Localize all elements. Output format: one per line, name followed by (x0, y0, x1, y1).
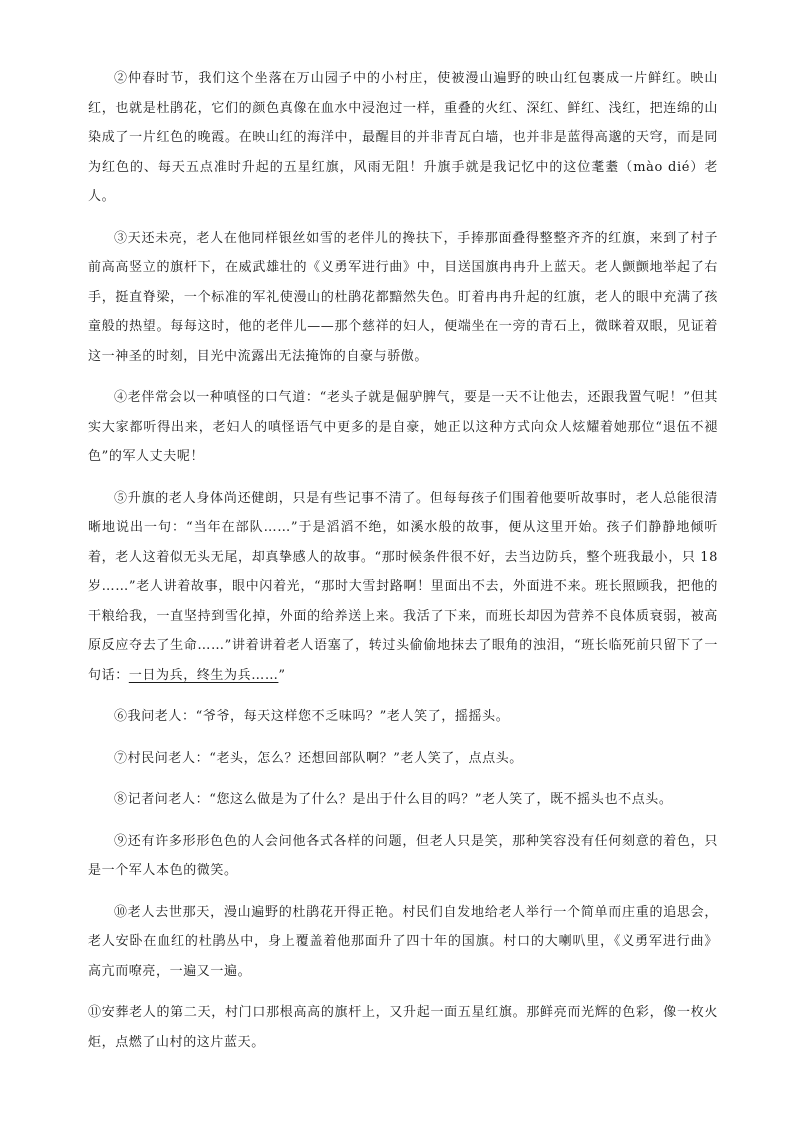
paragraph-5 (88, 484, 718, 691)
paragraph-2: ②仲春时节，我们这个坐落在万山园子中的小村庄，使被漫山遍野的映山红包裹成一片鲜红。映山红，也就是杜鹃花，它们的颜色真像在血水中浸泡过一样，重叠的火红、深红、鲜红、浅红，把连绵的山染成了一片红色的晚霞。在映山红的海洋中，最醒目的并非青瓦白墙，也并非是蓝得高邈的天穹，而是同为红色的、每天五点准时升起的五星红旗，风雨无阻！升旗手就是我记忆中的这位耄耋（mào dié）老人。 (88, 71, 718, 204)
paragraph-5-tail: ” (278, 667, 286, 683)
paragraph-5-text: ⑤升旗的老人身体尚还健朗，只是有些记事不清了。但每每孩子们围着他要听故事时，老人总能很清晰地说出一句：“当年在部队……”于是滔滔不绝，如溪水般的故事，便从这里开始。孩子们静静地倾听着，老人这着似无头无尾，却真挚感人的故事。“那时候条件很不好，去当边防兵，整个班我最小，只 18 岁……”老人讲着故事，眼中闪着光，“那时大雪封路啊！里面出不去，外面进不来。班长照顾我，把他的干粮给我，一直坚持到雪化掉，外面的给养送上来。我活了下来，而班长却因为营养不良体质衰弱，被高原反应夺去了生命……”讲着讲着老人语塞了，转过头偷偷地抹去了眼角的浊泪，“班长临死前只留下了一句话： (88, 490, 718, 683)
paragraph-8: ⑧记者问老人：“您这么做是为了什么？是出于什么目的吗？”老人笑了，既不摇头也不点头。 (114, 792, 673, 807)
paragraph-4: ④老伴常会以一种嗔怪的口气道：“老头子就是倔驴脾气，要是一天不让他去，还跟我置气呢！”但其实大家都听得出来，老妇人的嗔怪语气中更多的是自豪，她正以这种方式向众人炫耀着她那位“退伍不褪色”的军人丈夫呢！ (88, 390, 718, 464)
paragraph-6: ⑥我问老人：“爷爷，每天这样您不乏味吗？”老人笑了，摇摇头。 (114, 709, 510, 724)
article-body (88, 64, 718, 1069)
paragraph-9: ⑨还有许多形形色色的人会问他各式各样的问题，但老人只是笑，那种笑容没有任何刻意的着色，只是一个军人本色的微笑。 (88, 833, 718, 878)
paragraph-11: ⑪安葬老人的第二天，村门口那根高高的旗杆上，又升起一面五星红旗。那鲜亮而光辉的色彩，像一枚火炬，点燃了山村的这片蓝天。 (88, 1005, 718, 1050)
paragraph-10: ⑩老人去世那天，漫山遍野的杜鹃花开得正艳。村民们自发地给老人举行一个简单而庄重的追思会，老人安卧在血红的杜鹃丛中，身上覆盖着他那面升了四十年的国旗。村口的大喇叭里，《义勇军进行曲》高亢而嘹亮，一遍又一遍。 (88, 904, 718, 979)
paragraph-3: ③天还未亮，老人在他同样银丝如雪的老伴儿的搀扶下，手捧那面叠得整整齐齐的红旗，来到了村子前高高竖立的旗杆下，在威武雄壮的《义勇军进行曲》中，目送国旗冉冉升上蓝天。老人颤颤地举起了右手，挺直脊梁，一个标准的军礼使漫山的杜鹃花都黯然失色。盯着冉冉升起的红旗，老人的眼中充满了孩童般的热望。每每这时，他的老伴儿——那个慈祥的妇人，便端坐在一旁的青石上，微眯着双眼，见证着这一神圣的时刻，目光中流露出无法掩饰的自豪与骄傲。 (88, 230, 718, 364)
underlined-quote: 一日为兵，终生为兵…… (128, 667, 279, 683)
paragraph-7: ⑦村民问老人：“老头，怎么？还想回部队啊？”老人笑了，点点头。 (114, 750, 523, 766)
